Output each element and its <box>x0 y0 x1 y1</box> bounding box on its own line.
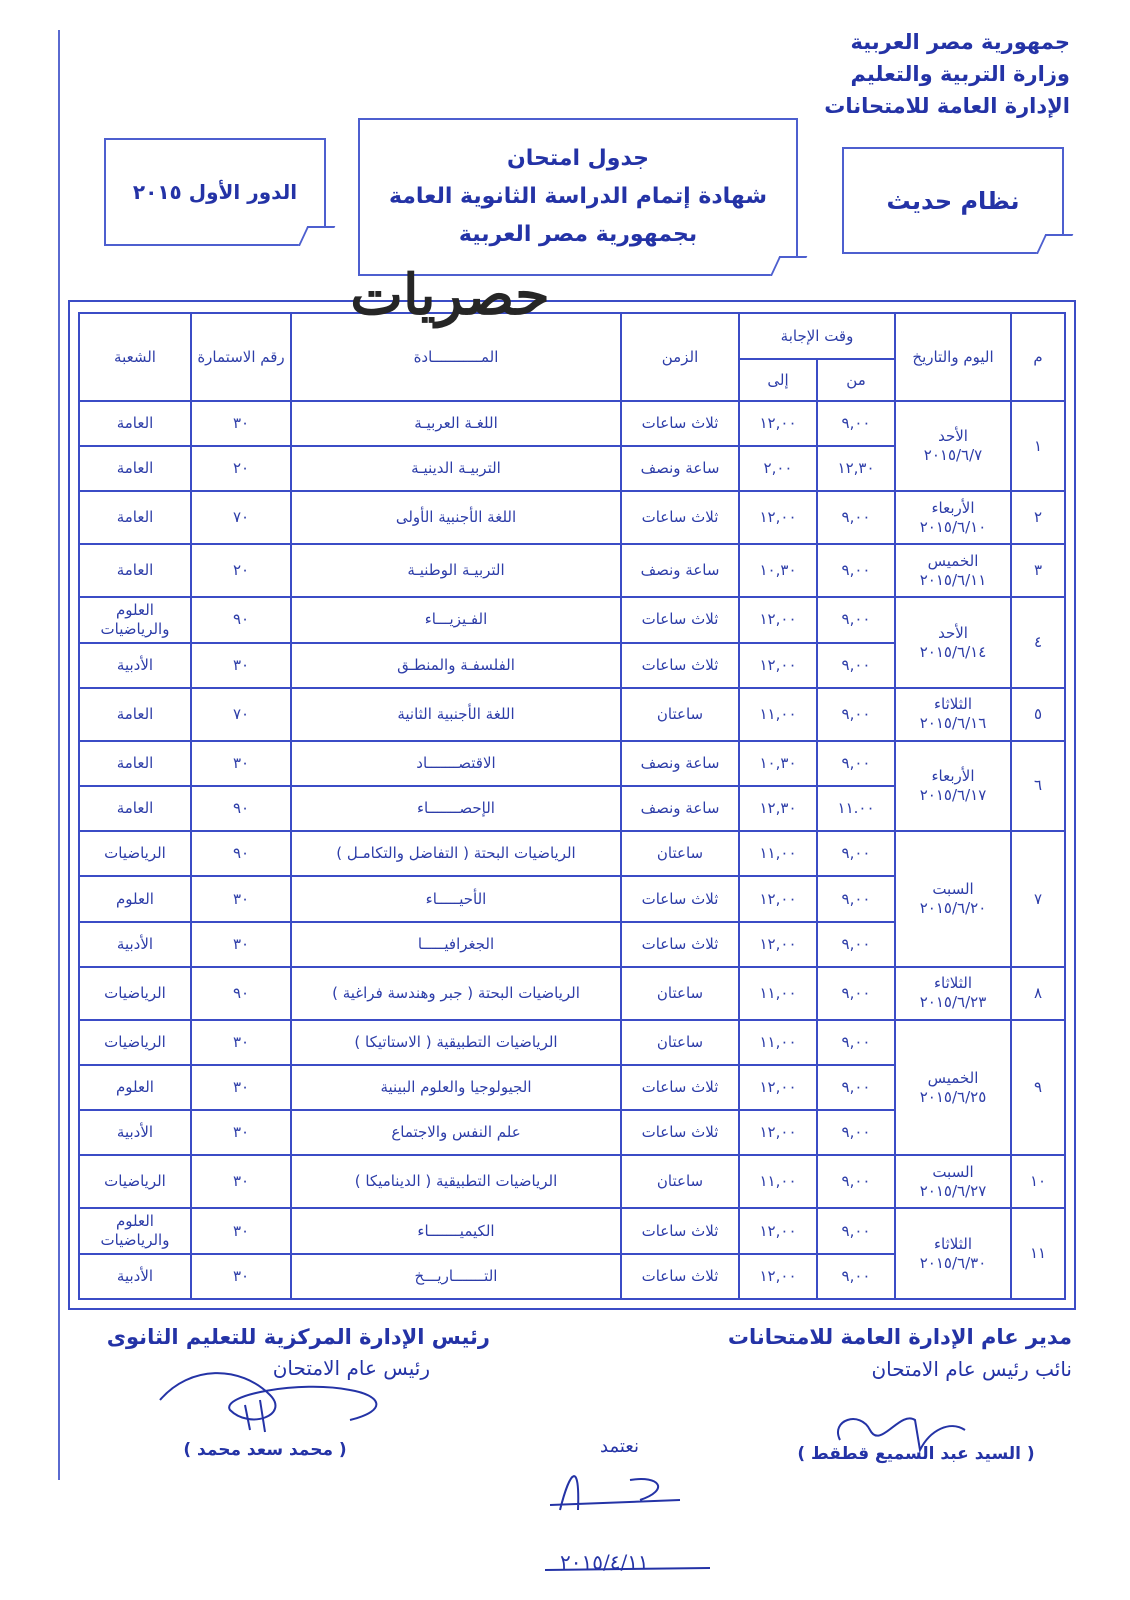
row-number: ٨ <box>1011 967 1065 1020</box>
time-to: ١٢,٠٠ <box>739 1254 817 1299</box>
row-number: ٤ <box>1011 597 1065 687</box>
header-num: م <box>1011 313 1065 401</box>
time-from: ٩,٠٠ <box>817 741 895 786</box>
time-to: ١٢,٠٠ <box>739 876 817 921</box>
day-date-cell <box>895 1020 1011 1156</box>
header-day: اليوم والتاريخ <box>895 313 1011 401</box>
time-from: ٩,٠٠ <box>817 1208 895 1253</box>
day-date-cell <box>895 597 1011 687</box>
time-to: ١١,٠٠ <box>739 1020 817 1065</box>
ministry-header <box>824 26 1070 122</box>
right-signature-scribble <box>820 1400 980 1460</box>
handwritten-date: ٢٠١٥/٤/١١ <box>560 1550 649 1574</box>
exam-date: ٢٠١٥/٦/٢٧ <box>919 1181 987 1200</box>
row-number: ١ <box>1011 401 1065 491</box>
time-from: ٩,٠٠ <box>817 643 895 688</box>
section-cell: العامة <box>79 446 191 491</box>
session-box <box>104 138 326 246</box>
exam-date: ٢٠١٥/٦/١٤ <box>919 642 987 661</box>
row-number: ٩ <box>1011 1020 1065 1156</box>
time-from: ٩,٠٠ <box>817 1254 895 1299</box>
section-cell: العامة <box>79 491 191 544</box>
duration-cell: ساعة ونصف <box>621 786 739 831</box>
header-from: من <box>817 359 895 401</box>
subject-cell: الرياضيات التطبيقية ( الاستاتيكا ) <box>291 1020 621 1065</box>
duration-cell: ساعتان <box>621 688 739 741</box>
day-date-cell <box>895 491 1011 544</box>
subject-cell: الجغرافيـــــا <box>291 922 621 967</box>
title-line-2: شهادة إتمام الدراسة الثانوية العامة <box>388 184 768 209</box>
form-number-cell: ٩٠ <box>191 967 291 1020</box>
table-row <box>79 688 1065 741</box>
center-signature-scribble <box>540 1430 710 1530</box>
subject-cell: الإحصـــــــاء <box>291 786 621 831</box>
left-signature-scribble <box>150 1360 400 1440</box>
header-section: الشعبة <box>79 313 191 401</box>
signature-block-right <box>672 1320 1072 1464</box>
time-to: ١٠,٣٠ <box>739 741 817 786</box>
time-to: ١٢,٠٠ <box>739 922 817 967</box>
time-from: ٩,٠٠ <box>817 544 895 597</box>
subject-cell: التـــــــاريـــخ <box>291 1254 621 1299</box>
duration-cell: ثلاث ساعات <box>621 643 739 688</box>
section-cell: العامة <box>79 544 191 597</box>
row-number: ٦ <box>1011 741 1065 831</box>
table-row <box>79 831 1065 876</box>
time-from: ٩,٠٠ <box>817 831 895 876</box>
form-number-cell: ٣٠ <box>191 1110 291 1155</box>
row-number: ٢ <box>1011 491 1065 544</box>
day-date-cell <box>895 688 1011 741</box>
page-curl-icon <box>1036 234 1073 254</box>
day-date-cell <box>895 401 1011 491</box>
schedule-body <box>79 401 1065 1299</box>
form-number-cell: ٣٠ <box>191 1155 291 1208</box>
header-to: إلى <box>739 359 817 401</box>
row-number: ٧ <box>1011 831 1065 967</box>
signature-block-left <box>70 1320 490 1460</box>
form-number-cell: ٩٠ <box>191 831 291 876</box>
header-duration: الزمن <box>621 313 739 401</box>
duration-cell: ساعة ونصف <box>621 446 739 491</box>
duration-cell: ثلاث ساعات <box>621 597 739 642</box>
row-number: ٥ <box>1011 688 1065 741</box>
time-to: ١٢,٠٠ <box>739 1110 817 1155</box>
exam-date: ٢٠١٥/٦/٢٠ <box>919 899 987 917</box>
header-answer-time: وقت الإجابة <box>739 313 895 359</box>
section-cell: العلوم <box>79 1065 191 1110</box>
subject-cell: الجيولوجيا والعلوم البينية <box>291 1065 621 1110</box>
day-name: الثلاثاء <box>934 1234 973 1253</box>
day-date-cell <box>895 1155 1011 1208</box>
table-row <box>79 1020 1065 1065</box>
row-number: ١٠ <box>1011 1155 1065 1208</box>
time-from: ٩,٠٠ <box>817 1110 895 1155</box>
day-date-cell <box>895 831 1011 967</box>
subject-cell: التربيـة الوطنيـة <box>291 544 621 597</box>
day-name: الأحد <box>938 623 968 642</box>
subject-cell: الفـيزيـــاء <box>291 597 621 642</box>
time-to: ١٢,٠٠ <box>739 643 817 688</box>
subject-cell: الرياضيات البحتة ( جبر وهندسة فراغية ) <box>291 967 621 1020</box>
duration-cell: ثلاث ساعات <box>621 491 739 544</box>
section-cell: العلوم <box>79 876 191 921</box>
exam-date: ٢٠١٥/٦/١٠ <box>919 517 987 536</box>
exam-date: ٢٠١٥/٦/٢٣ <box>919 993 987 1012</box>
duration-cell: ثلاث ساعات <box>621 922 739 967</box>
subject-cell: الفلسفـة والمنطـق <box>291 643 621 688</box>
form-number-cell: ٣٠ <box>191 1254 291 1299</box>
section-cell: العلوم والرياضيات <box>79 597 191 642</box>
time-to: ١٢,٠٠ <box>739 491 817 544</box>
section-cell: العامة <box>79 688 191 741</box>
section-cell: الرياضيات <box>79 1155 191 1208</box>
header-line-3: الإدارة العامة للامتحانات <box>824 94 1070 118</box>
row-number: ١١ <box>1011 1208 1065 1299</box>
time-from: ٩,٠٠ <box>817 491 895 544</box>
header-line-1: جمهورية مصر العربية <box>850 30 1070 54</box>
duration-cell: ساعتان <box>621 1155 739 1208</box>
time-from: ٩,٠٠ <box>817 1020 895 1065</box>
section-cell: الأدبية <box>79 643 191 688</box>
section-cell: الأدبية <box>79 1254 191 1299</box>
form-number-cell: ٧٠ <box>191 688 291 741</box>
form-number-cell: ٣٠ <box>191 1208 291 1253</box>
time-to: ١٢,٠٠ <box>739 1065 817 1110</box>
time-from: ٩,٠٠ <box>817 688 895 741</box>
header-subject: المـــــــــــادة <box>291 313 621 401</box>
time-to: ١١,٠٠ <box>739 831 817 876</box>
time-from: ٩,٠٠ <box>817 967 895 1020</box>
time-from: ٩,٠٠ <box>817 922 895 967</box>
exam-date: ٢٠١٥/٦/١٦ <box>919 714 987 733</box>
day-name: الثلاثاء <box>934 695 973 714</box>
page-curl-icon <box>770 256 807 276</box>
section-cell: الرياضيات <box>79 1020 191 1065</box>
section-cell: الأدبية <box>79 1110 191 1155</box>
day-name: الثلاثاء <box>934 974 973 993</box>
form-number-cell: ٣٠ <box>191 401 291 446</box>
form-number-cell: ٢٠ <box>191 544 291 597</box>
exam-date: ٢٠١٥/٦/١١ <box>919 570 987 589</box>
subject-cell: اللغـة العربيـة <box>291 401 621 446</box>
title-line-1: جدول امتحان <box>506 146 650 171</box>
duration-cell: ثلاث ساعات <box>621 1254 739 1299</box>
time-to: ١٢,٠٠ <box>739 1208 817 1253</box>
time-from: ١٢,٣٠ <box>817 446 895 491</box>
form-number-cell: ٩٠ <box>191 786 291 831</box>
section-cell: العامة <box>79 786 191 831</box>
day-name: السبت <box>932 880 974 898</box>
table-row <box>79 544 1065 597</box>
session-label: الدور الأول ٢٠١٥ <box>132 180 298 204</box>
day-name: الخميس <box>927 551 979 570</box>
form-number-cell: ٣٠ <box>191 741 291 786</box>
section-cell: الرياضيات <box>79 831 191 876</box>
center-note: نعتمد <box>600 1436 639 1457</box>
duration-cell: ساعتان <box>621 1020 739 1065</box>
left-signatory-title: رئيس الإدارة المركزية للتعليم الثانوى <box>106 1325 490 1349</box>
title-line-3: بجمهورية مصر العربية <box>458 222 698 247</box>
time-to: ١١,٠٠ <box>739 1155 817 1208</box>
time-to: ١٢,٠٠ <box>739 597 817 642</box>
duration-cell: ساعتان <box>621 831 739 876</box>
table-row <box>79 967 1065 1020</box>
subject-cell: الرياضيات البحتة ( التفاضل والتكامـل ) <box>291 831 621 876</box>
right-signatory-title: مدير عام الإدارة العامة للامتحانات <box>727 1325 1072 1349</box>
form-number-cell: ٩٠ <box>191 597 291 642</box>
time-from: ٩,٠٠ <box>817 1155 895 1208</box>
day-name: الأربعاء <box>931 498 975 517</box>
table-row <box>79 1155 1065 1208</box>
left-signatory-subtitle: رئيس عام الامتحان <box>272 1356 430 1380</box>
section-cell: العلوم والرياضيات <box>79 1208 191 1253</box>
exam-date: ٢٠١٥/٦/١٧ <box>919 785 987 804</box>
table-row <box>79 1208 1065 1253</box>
duration-cell: ثلاث ساعات <box>621 1065 739 1110</box>
row-number: ٣ <box>1011 544 1065 597</box>
system-label: نظام حديث <box>886 186 1020 215</box>
right-signatory-subtitle: نائب رئيس عام الامتحان <box>871 1357 1072 1381</box>
day-name: الخميس <box>927 1068 979 1087</box>
section-cell: العامة <box>79 401 191 446</box>
header-form: رقم الاستمارة <box>191 313 291 401</box>
exam-schedule-table <box>78 312 1066 1300</box>
exam-date: ٢٠١٥/٦/٧ <box>923 446 983 465</box>
table-row <box>79 491 1065 544</box>
form-number-cell: ٣٠ <box>191 1020 291 1065</box>
day-date-cell <box>895 741 1011 831</box>
time-from: ٩,٠٠ <box>817 597 895 642</box>
time-to: ١٠,٣٠ <box>739 544 817 597</box>
time-to: ١٢,٣٠ <box>739 786 817 831</box>
subject-cell: الرياضيات التطبيقية ( الديناميكا ) <box>291 1155 621 1208</box>
time-to: ١٢,٠٠ <box>739 401 817 446</box>
form-number-cell: ٧٠ <box>191 491 291 544</box>
day-name: السبت <box>932 1162 974 1181</box>
subject-cell: اللغة الأجنبية الأولى <box>291 491 621 544</box>
duration-cell: ساعة ونصف <box>621 544 739 597</box>
form-number-cell: ٣٠ <box>191 922 291 967</box>
subject-cell: الاقتصـــــــاد <box>291 741 621 786</box>
time-to: ١١,٠٠ <box>739 967 817 1020</box>
header-line-2: وزارة التربية والتعليم <box>850 62 1070 86</box>
form-number-cell: ٣٠ <box>191 1065 291 1110</box>
section-cell: العامة <box>79 741 191 786</box>
right-signatory-name: ( السيد عبد السميع قطقط ) <box>797 1444 1035 1464</box>
time-from: ٩,٠٠ <box>817 1065 895 1110</box>
title-box <box>358 118 798 276</box>
time-to: ١١,٠٠ <box>739 688 817 741</box>
form-number-cell: ٣٠ <box>191 876 291 921</box>
subject-cell: الكيميـــــــاء <box>291 1208 621 1253</box>
watermark: حصريات <box>350 262 550 328</box>
exam-date: ٢٠١٥/٦/٣٠ <box>919 1253 987 1272</box>
subject-cell: اللغة الأجنبية الثانية <box>291 688 621 741</box>
time-from: ٩,٠٠ <box>817 401 895 446</box>
day-name: الأربعاء <box>931 766 975 785</box>
duration-cell: ثلاث ساعات <box>621 876 739 921</box>
margin-line <box>58 30 60 1480</box>
form-number-cell: ٢٠ <box>191 446 291 491</box>
left-signatory-name: ( محمد سعد محمد ) <box>183 1440 347 1460</box>
day-date-cell <box>895 544 1011 597</box>
duration-cell: ساعة ونصف <box>621 741 739 786</box>
table-row <box>79 741 1065 786</box>
day-date-cell <box>895 1208 1011 1299</box>
duration-cell: ثلاث ساعات <box>621 1208 739 1253</box>
table-row <box>79 401 1065 446</box>
form-number-cell: ٣٠ <box>191 643 291 688</box>
subject-cell: علم النفس والاجتماع <box>291 1110 621 1155</box>
day-name: الأحد <box>938 427 968 446</box>
duration-cell: ثلاث ساعات <box>621 1110 739 1155</box>
table-row <box>79 597 1065 642</box>
section-cell: الأدبية <box>79 922 191 967</box>
time-from: ١١.٠٠ <box>817 786 895 831</box>
section-cell: الرياضيات <box>79 967 191 1020</box>
exam-date: ٢٠١٥/٦/٢٥ <box>919 1087 987 1106</box>
duration-cell: ساعتان <box>621 967 739 1020</box>
time-to: ٢,٠٠ <box>739 446 817 491</box>
page-curl-icon <box>298 226 335 246</box>
subject-cell: التربيـة الدينيـة <box>291 446 621 491</box>
system-box <box>842 147 1064 254</box>
day-date-cell <box>895 967 1011 1020</box>
time-from: ٩,٠٠ <box>817 876 895 921</box>
subject-cell: الأحيـــــاء <box>291 876 621 921</box>
duration-cell: ثلاث ساعات <box>621 401 739 446</box>
